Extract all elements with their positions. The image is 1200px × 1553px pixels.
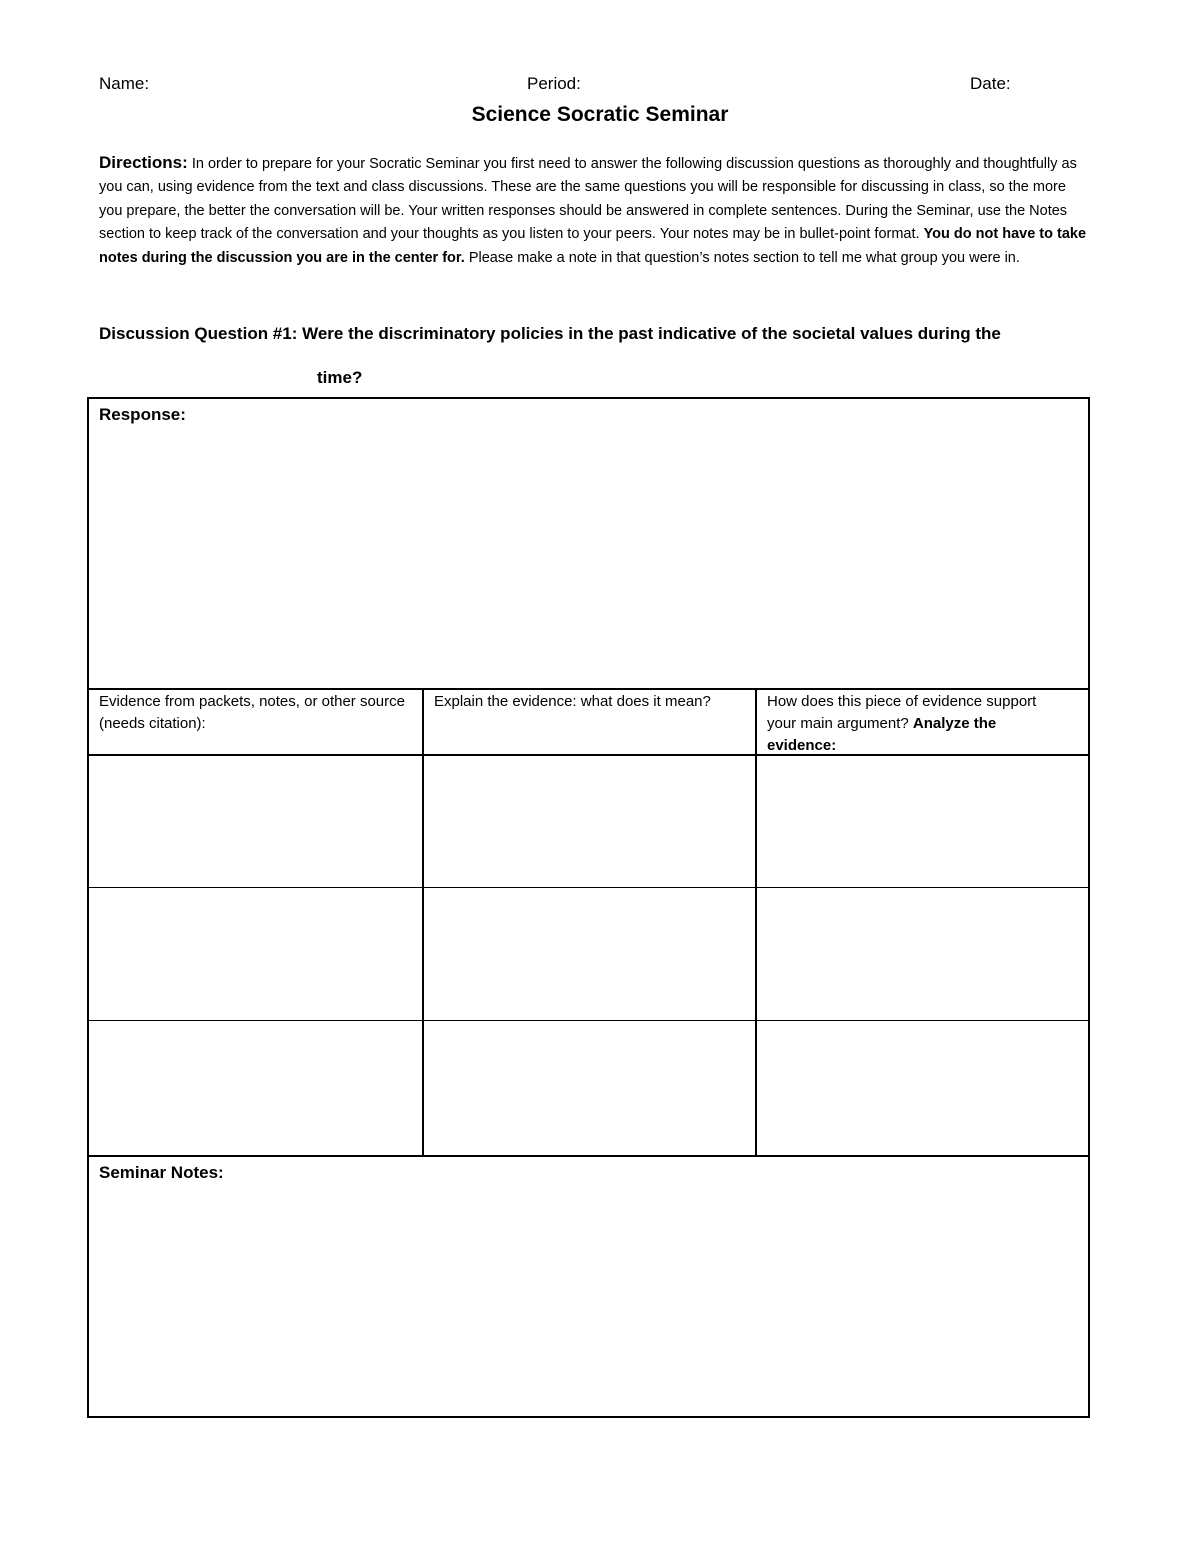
seminar-notes-label: Seminar Notes: — [99, 1163, 224, 1182]
name-label: Name: — [99, 74, 150, 93]
date-label: Date: — [970, 74, 1011, 93]
seminar-notes-box[interactable] — [89, 1155, 1088, 1416]
worksheet-frame — [87, 397, 1090, 1418]
column-header-analyze-text: How does this piece of evidence support your main argument? — [767, 693, 1037, 732]
evidence-cell-r2-c1[interactable] — [89, 888, 422, 1020]
discussion-question — [99, 312, 1094, 400]
column-header-explain — [424, 690, 755, 714]
analyze-cell-r1-c3[interactable] — [757, 756, 1088, 887]
header-row — [0, 74, 1200, 98]
directions-text-part2: Please make a note in that question’s notes section to tell me what group you were in. — [464, 249, 1020, 266]
page-title: Science Socratic Seminar — [471, 103, 729, 126]
directions-text-part1: In order to prepare for your Socratic Seminar you first need to answer the following discussion questions as thoroughly and thoughtfully as you can, using evidence from the text and class discussions. These are the same questions you will be responsible for discussing in class, so the more you prepare, the better the conversation will be. Your written responses should be answered in complete sentences. During the Seminar, use the Notes section to keep track of the conversation and your thoughts as you listen to your peers. Your notes may be in bullet-point format. — [99, 156, 1077, 243]
question-line1: Discussion Question #1: Were the discriminatory policies in the past indicative of the societal values during the — [99, 324, 1001, 343]
directions-text-bold: You do not have to take notes during the discussion you are in the center for. — [99, 226, 1087, 266]
explain-cell-r2-c2[interactable] — [424, 888, 755, 1020]
period-label: Period: — [527, 74, 581, 93]
analyze-cell-r2-c3[interactable] — [757, 888, 1088, 1020]
response-box[interactable] — [89, 399, 1088, 690]
analyze-cell-r3-c3[interactable] — [757, 1021, 1088, 1155]
explain-cell-r1-c2[interactable] — [424, 756, 755, 887]
response-label: Response: — [99, 405, 186, 424]
evidence-cell-r3-c1[interactable] — [89, 1021, 422, 1155]
evidence-table — [89, 690, 1088, 1155]
question-line2: time? — [317, 368, 363, 387]
column-header-evidence — [89, 690, 422, 736]
column-header-analyze — [757, 690, 1077, 758]
explain-cell-r3-c2[interactable] — [424, 1021, 755, 1155]
directions-paragraph — [99, 151, 1089, 270]
directions-label: Directions: — [99, 153, 188, 172]
column-header-evidence-text: Evidence from packets, notes, or other source (needs citation): — [99, 693, 405, 732]
column-header-explain-text: Explain the evidence: what does it mean? — [434, 693, 711, 710]
evidence-cell-r1-c1[interactable] — [89, 756, 422, 887]
column-header-analyze-bold: Analyze the evidence: — [767, 715, 997, 754]
